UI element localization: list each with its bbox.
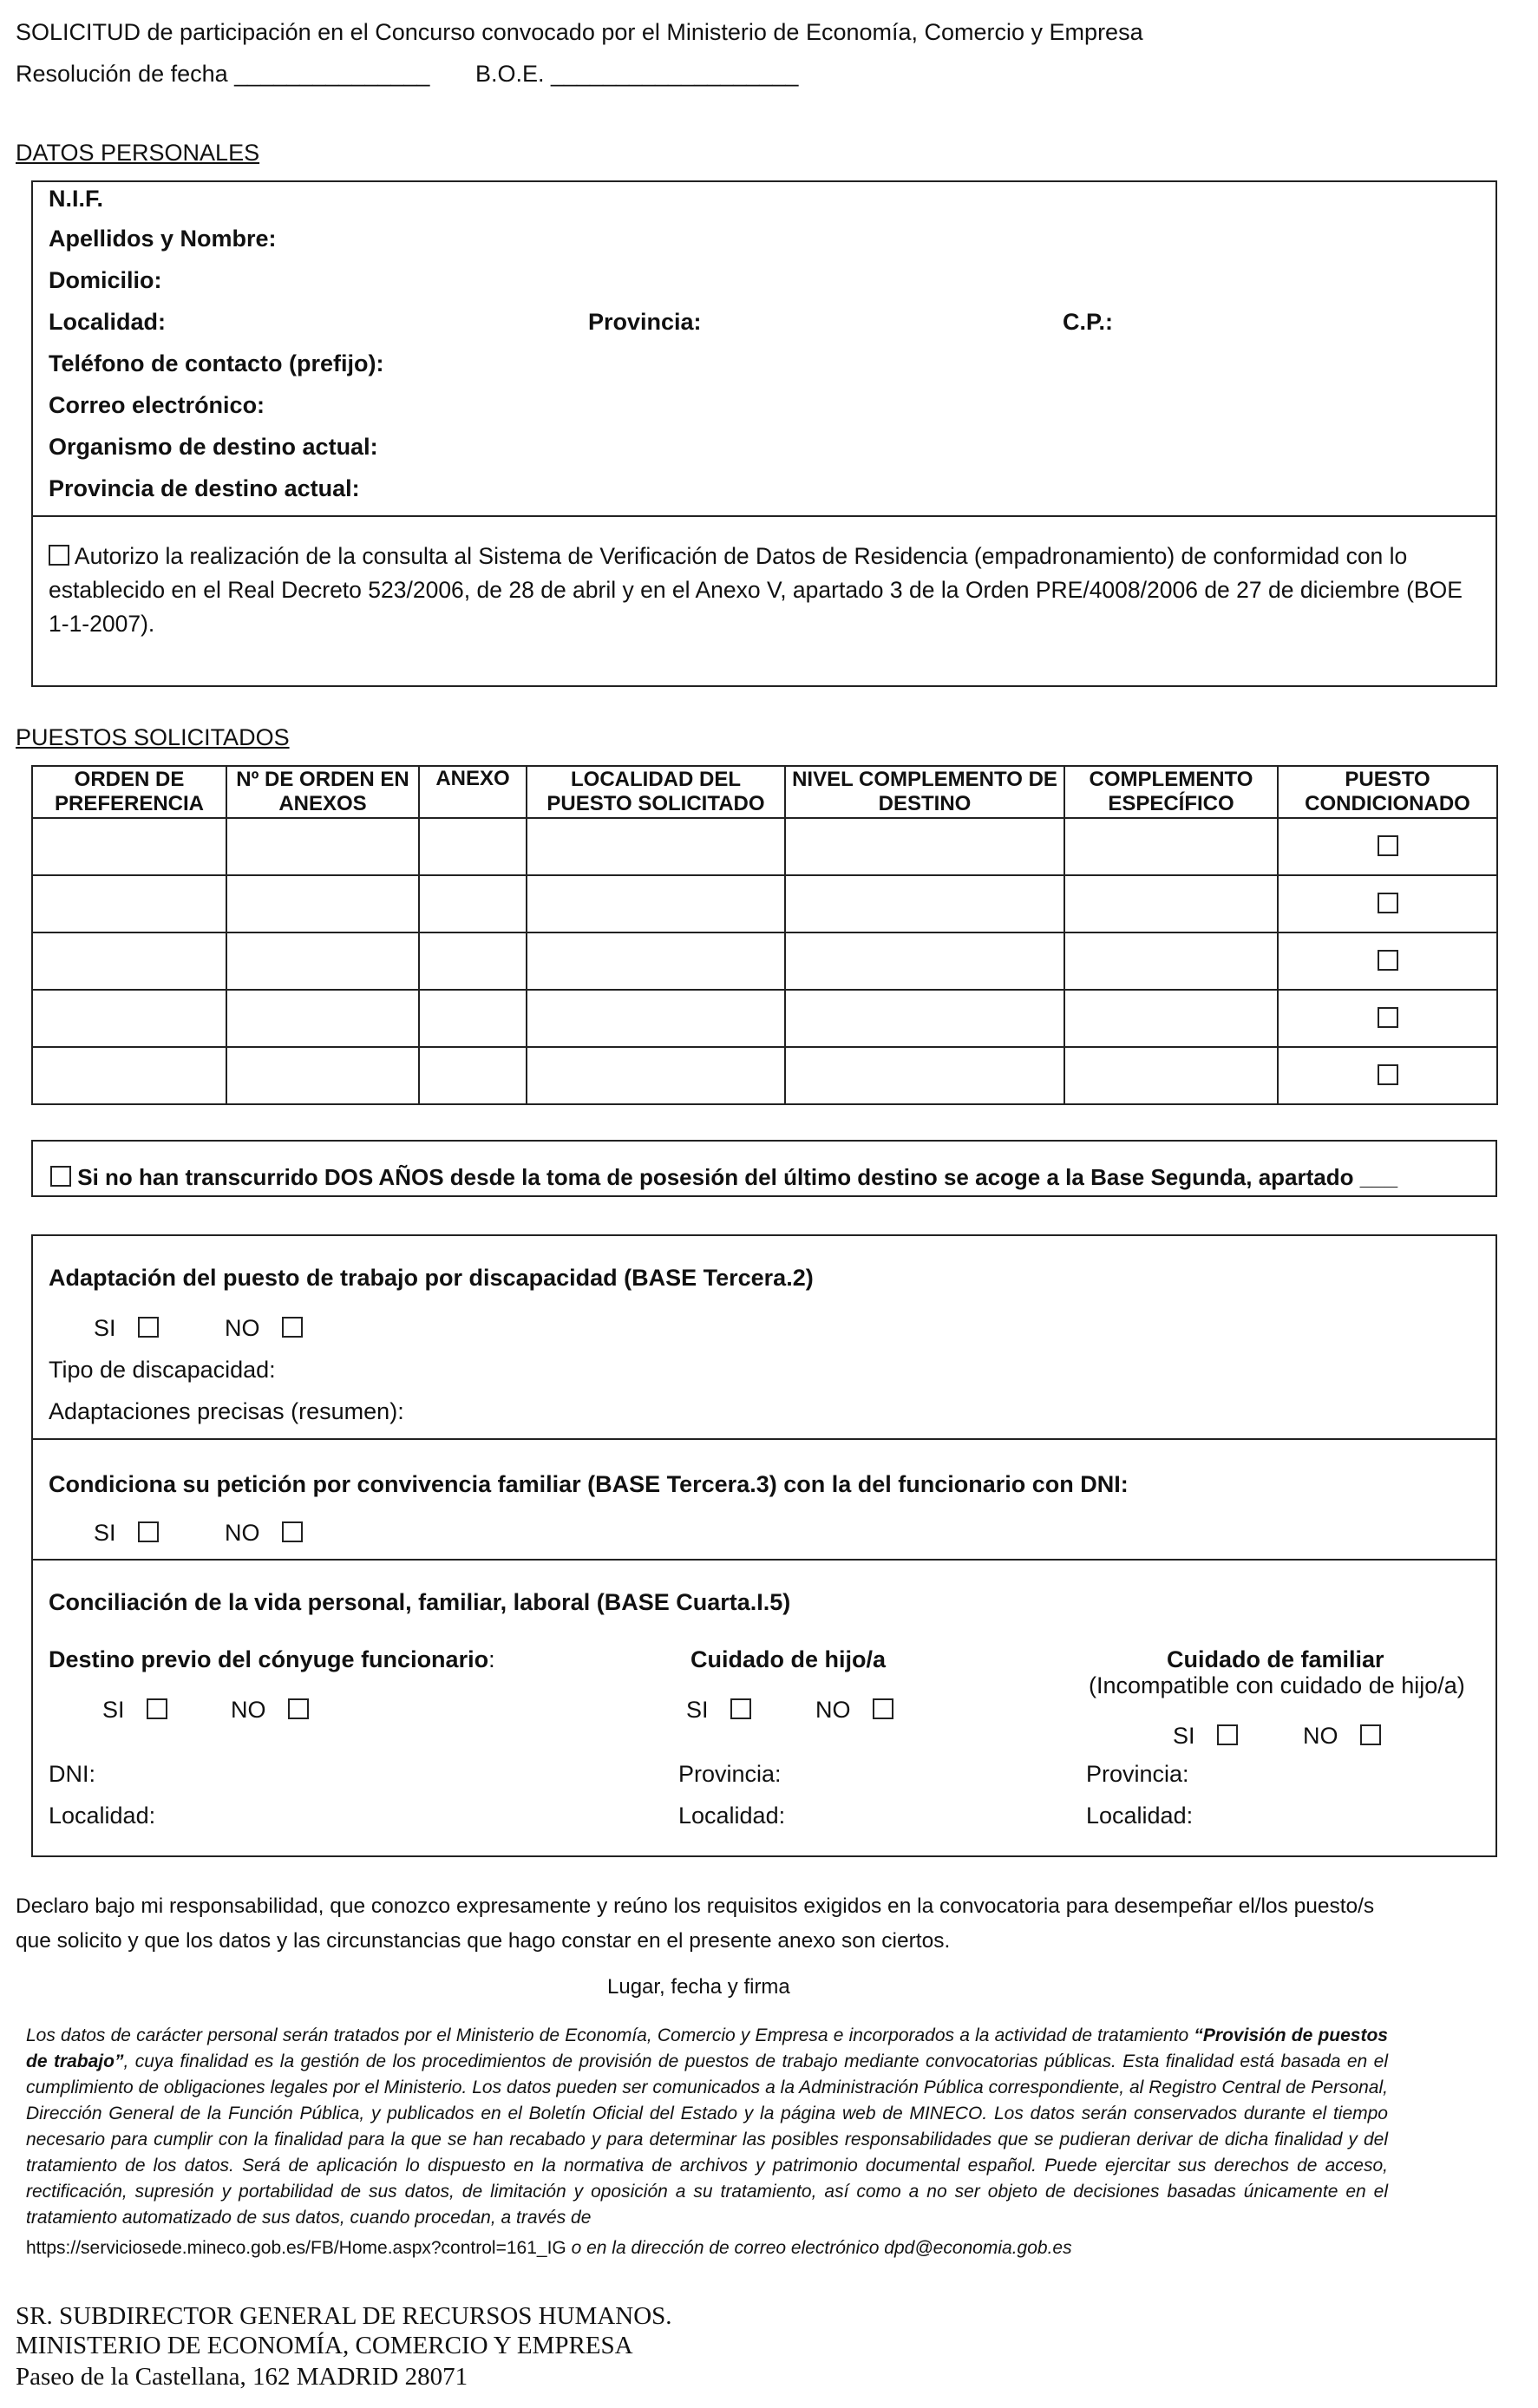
puesto-condicionado-checkbox[interactable] [1378,893,1398,913]
column-header: ORDEN DE PREFERENCIA [32,766,226,818]
table-cell[interactable] [226,818,419,875]
familiar-si-checkbox[interactable] [1217,1724,1238,1745]
destinatario-line: MINISTERIO DE ECONOMÍA, COMERCIO Y EMPRESA [16,2332,633,2359]
table-cell[interactable] [785,818,1064,875]
si-label: SI [102,1697,125,1723]
cp-field[interactable]: C.P.: [1063,309,1114,335]
adaptaciones-field[interactable]: Adaptaciones precisas (resumen): [49,1398,404,1424]
condiciona-si-option [94,1518,159,1548]
table-cell[interactable] [527,875,785,932]
table-cell[interactable] [527,990,785,1047]
adaptacion-no-option [225,1313,303,1343]
table-cell[interactable] [1064,932,1278,990]
destinatario-line: Paseo de la Castellana, 162 MADRID 28071 [16,2363,468,2391]
familiar-provincia-field[interactable]: Provincia: [1086,1761,1189,1787]
no-label: NO [815,1697,851,1723]
divider [31,1559,1497,1561]
section-title-datos-personales: DATOS PERSONALES [16,140,260,166]
puesto-condicionado-checkbox[interactable] [1378,835,1398,856]
organismo-field[interactable]: Organismo de destino actual: [49,434,378,460]
table-cell[interactable] [419,875,527,932]
autorizo-checkbox[interactable] [49,545,69,566]
privacy-text: , cuya finalidad es la gestión de los procedimientos de provisión de puestos de trabajo mediante convocatorias públicas. Esta finalidad está basada en el cumplimiento de obligaciones legales por el Ministerio. Los datos pueden ser comunicados a la Administración Pública correspondiente, al Registro Central de Personal, Dirección General de la Función Pública, y publicados en el Boletín Oficial del Estado y la página web de MINECO. Los datos serán conservados durante el tiempo necesario para cumplir con la finalidad para la que se han recabado y para determinar las posibles responsabilidades que se pudieran derivar de dicha finalidad y del tratamiento de los datos. Será de aplicación lo dispuesto en la normativa de archivos y patrimonio documental español. Puede ejercitar sus derechos de acceso, rectificación, supresión y portabilidad de sus datos, de limitación y oposición a su tratamiento, así como a no ser objeto de decisiones basadas únicamente en el tratamiento automatizado de sus datos, cuando procedan, a través de [26,2051,1388,2228]
table-cell [1278,932,1497,990]
puestos-table [31,765,1498,1105]
puesto-condicionado-checkbox[interactable] [1378,1064,1398,1085]
form-title: SOLICITUD de participación en el Concurso convocado por el Ministerio de Economía, Comercio y Empresa [16,19,1143,45]
hijo-provincia-field[interactable]: Provincia: [678,1761,782,1787]
declaracion-paragraph [16,1889,1374,1959]
table-row [32,818,1497,875]
resolucion-field[interactable]: Resolución de fecha _______________ [16,61,430,87]
table-cell[interactable] [527,818,785,875]
table-row [32,875,1497,932]
adaptacion-si-checkbox[interactable] [138,1317,159,1338]
dos-anos-line [50,1162,1397,1192]
column-header: LOCALIDAD DEL PUESTO SOLICITADO [527,766,785,818]
table-cell[interactable] [32,990,226,1047]
no-label: NO [231,1697,266,1723]
hijo-no-option [815,1695,893,1724]
localidad-field[interactable]: Localidad: [49,309,167,335]
privacy-contact-line [26,2235,1072,2261]
table-cell [1278,818,1497,875]
boe-field[interactable]: B.O.E. ___________________ [475,61,799,87]
table-cell[interactable] [785,932,1064,990]
conyuge-label: Destino previo del cónyuge funcionario [49,1646,489,1672]
table-cell[interactable] [226,990,419,1047]
conyuge-no-checkbox[interactable] [288,1698,309,1719]
table-cell[interactable] [785,1047,1064,1104]
table-cell[interactable] [32,1047,226,1104]
autorizo-paragraph [49,540,1480,641]
destinatario-line: SR. SUBDIRECTOR GENERAL DE RECURSOS HUMANOS. [16,2302,672,2330]
no-label: NO [1303,1723,1338,1749]
table-cell[interactable] [785,990,1064,1047]
privacy-activity-name: “Provisión de puestos de trabajo” [26,2025,1388,2071]
apellidos-field[interactable]: Apellidos y Nombre: [49,226,277,252]
table-row [32,932,1497,990]
hijo-si-option [686,1695,751,1724]
column-header: ANEXO [419,766,527,818]
privacy-notice [26,2023,1388,2231]
condiciona-title: Condiciona su petición por convivencia familiar (BASE Tercera.3) con la del funcionario con DNI: [49,1471,1129,1497]
correo-field[interactable]: Correo electrónico: [49,392,265,418]
conyuge-si-option [102,1695,167,1724]
table-cell[interactable] [32,818,226,875]
puesto-condicionado-checkbox[interactable] [1378,1007,1398,1028]
privacy-email-text: o en la dirección de correo electrónico dpd@economia.gob.es [566,2238,1072,2258]
condiciona-si-checkbox[interactable] [138,1521,159,1542]
tipo-discapacidad-field[interactable]: Tipo de discapacidad: [49,1357,276,1383]
table-cell[interactable] [419,932,527,990]
table-cell[interactable] [419,990,527,1047]
si-label: SI [686,1697,709,1723]
table-row [32,990,1497,1047]
column-header: PUESTO CONDICIONADO [1278,766,1497,818]
table-cell[interactable] [32,875,226,932]
table-cell[interactable] [226,875,419,932]
column-header: NIVEL COMPLEMENTO DE DESTINO [785,766,1064,818]
conciliacion-title: Conciliación de la vida personal, familiar, laboral (BASE Cuarta.I.5) [49,1589,791,1615]
table-cell[interactable] [1064,990,1278,1047]
conyuge-no-option [231,1695,309,1724]
adaptacion-si-option [94,1313,159,1343]
table-cell [1278,1047,1497,1104]
firma-label: Lugar, fecha y firma [607,1975,790,1999]
divider [31,1438,1497,1440]
sede-link[interactable]: https://serviciosede.mineco.gob.es/FB/Home.aspx?control=161_IG [26,2238,566,2258]
conyuge-heading [49,1645,495,1674]
privacy-text: Los datos de carácter personal serán tratados por el Ministerio de Economía, Comercio y Empresa e incorporados a la actividad de tratamiento [26,2025,1194,2045]
column-header: COMPLEMENTO ESPECÍFICO [1064,766,1278,818]
divider [31,515,1497,517]
table-row [32,1047,1497,1104]
puesto-condicionado-checkbox[interactable] [1378,950,1398,971]
table-cell[interactable] [527,1047,785,1104]
nif-field[interactable]: N.I.F. [49,186,104,212]
table-header-row [32,766,1497,818]
table-cell[interactable] [1064,1047,1278,1104]
column-header: Nº DE ORDEN EN ANEXOS [226,766,419,818]
hijo-si-checkbox[interactable] [730,1698,751,1719]
declaracion-line: que solicito y que los datos y las circunstancias que hago constar en el presente anexo son ciertos. [16,1929,951,1953]
table-cell[interactable] [419,1047,527,1104]
hijo-label: Cuidado de hijo/a [690,1646,887,1672]
table-cell[interactable] [527,932,785,990]
si-label: SI [94,1315,116,1341]
conyuge-si-checkbox[interactable] [147,1698,167,1719]
conyuge-dni-field[interactable]: DNI: [49,1761,95,1787]
adaptacion-no-checkbox[interactable] [282,1317,303,1338]
dos-anos-text: Si no han transcurrido DOS AÑOS desde la toma de posesión del último destino se acoge a la Base Segunda, apartado ___ [77,1164,1398,1190]
hijo-localidad-field[interactable]: Localidad: [678,1803,786,1829]
telefono-field[interactable]: Teléfono de contacto (prefijo): [49,350,384,376]
autorizo-text: Autorizo la realización de la consulta al Sistema de Verificación de Datos de Residencia (empadronamiento) de conformidad con lo establecido en el Real Decreto 523/2006, de 28 de abril y en el Anexo V, apartado 3 de la Orden PRE/4008/2006 de 27 de diciembre (BOE 1-1-2007). [49,543,1463,637]
hijo-no-checkbox[interactable] [873,1698,893,1719]
familiar-localidad-field[interactable]: Localidad: [1086,1803,1194,1829]
section-title-puestos: PUESTOS SOLICITADOS [16,724,290,750]
table-cell[interactable] [32,932,226,990]
provincia-destino-field[interactable]: Provincia de destino actual: [49,475,360,501]
dos-anos-checkbox[interactable] [50,1166,71,1187]
table-cell[interactable] [1064,818,1278,875]
declaracion-line: Declaro bajo mi responsabilidad, que conozco expresamente y reúno los requisitos exigidos en la convocatoria para desempeñar el/los puesto/s [16,1894,1375,1918]
table-cell[interactable] [785,875,1064,932]
familiar-note: (Incompatible con cuidado de hijo/a) [1089,1672,1465,1698]
familiar-no-checkbox[interactable] [1360,1724,1381,1745]
table-cell[interactable] [226,932,419,990]
no-label: NO [225,1315,260,1341]
familiar-label: Cuidado de familiar [1167,1646,1384,1672]
condiciona-no-checkbox[interactable] [282,1521,303,1542]
provincia-field[interactable]: Provincia: [588,309,702,335]
conyuge-colon: : [488,1646,495,1672]
adaptacion-title: Adaptación del puesto de trabajo por discapacidad (BASE Tercera.2) [49,1265,814,1291]
table-cell [1278,875,1497,932]
conyuge-localidad-field[interactable]: Localidad: [49,1803,156,1829]
condiciona-no-option [225,1518,303,1548]
domicilio-field[interactable]: Domicilio: [49,267,162,293]
si-label: SI [94,1520,116,1546]
familiar-no-option [1303,1721,1381,1750]
familiar-si-option [1173,1721,1238,1750]
table-cell[interactable] [1064,875,1278,932]
no-label: NO [225,1520,260,1546]
table-cell [1278,990,1497,1047]
table-cell[interactable] [419,818,527,875]
si-label: SI [1173,1723,1195,1749]
table-cell[interactable] [226,1047,419,1104]
